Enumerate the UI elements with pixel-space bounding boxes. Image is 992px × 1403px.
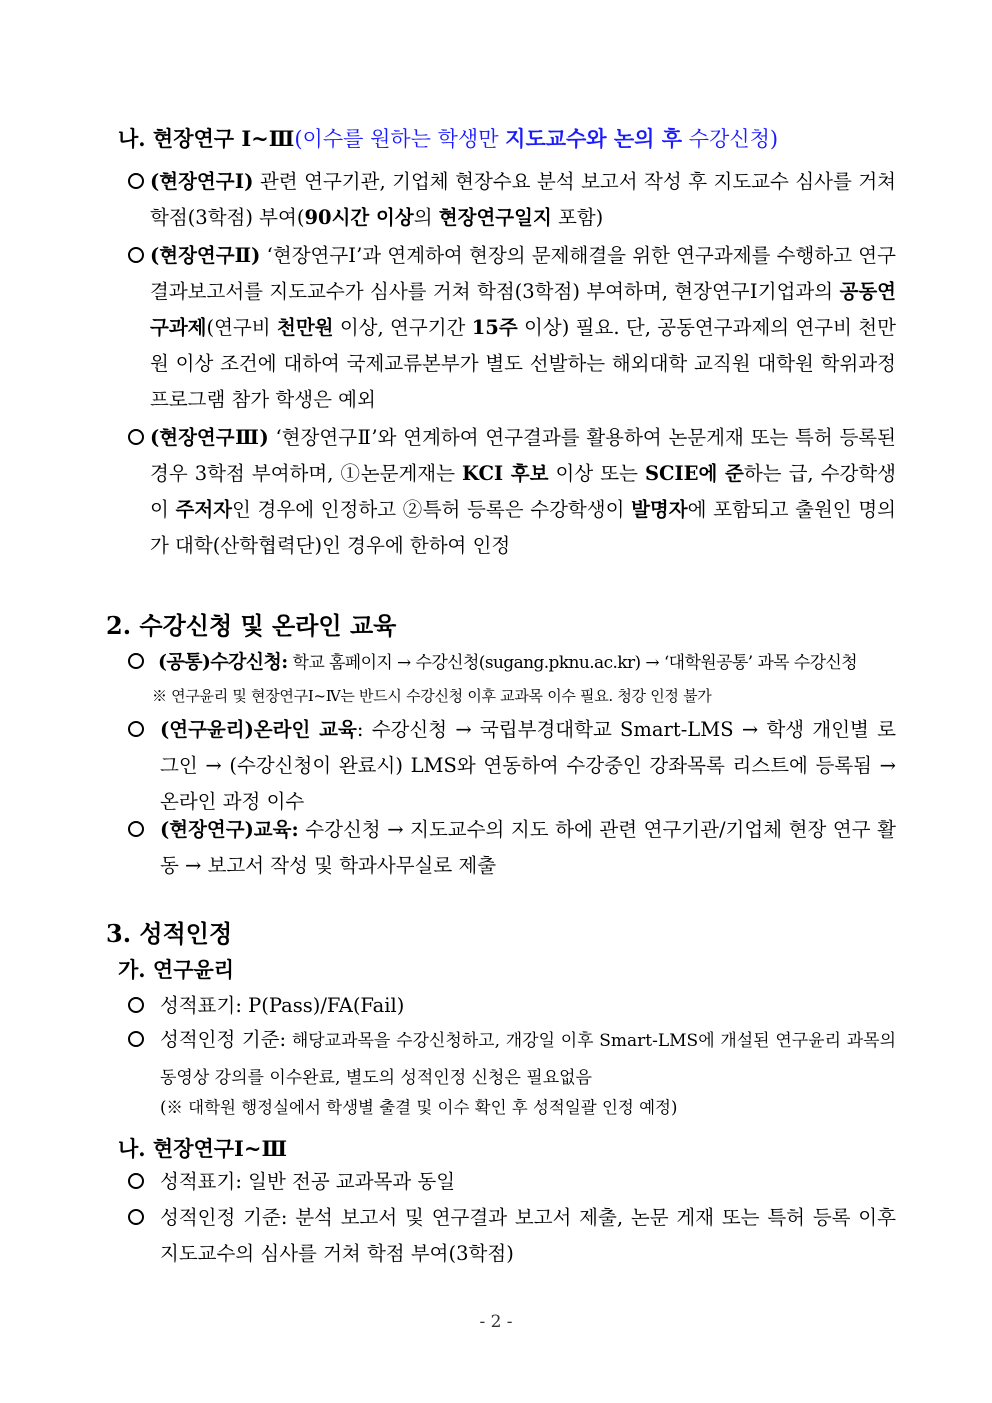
- section-2-heading: 2. 수강신청 및 온라인 교육: [106, 611, 397, 640]
- registration-note: ※ 연구윤리 및 현장연구Ⅰ~Ⅳ는 반드시 수강신청 이후 교과목 이수 필요. 청강 인정 불가: [152, 687, 712, 705]
- field-research-grade-subheading: 나. 현장연구Ⅰ~Ⅲ: [118, 1136, 288, 1161]
- grade-criteria-item: 성적인정 기준: 해당교과목을 수강신청하고, 개강일 이후 Smart-LMS에 개설된 연구윤리 과목의 동영상 강의를 이수완료, 별도의 성적인정 신청은 필요없음: [160, 1022, 896, 1096]
- common-registration-item: (공통)수강신청: 학교 홈페이지 → 수강신청(sugang.pknu.ac.kr) → ‘대학원공통’ 과목 수강신청: [158, 644, 898, 681]
- circle-bullet-icon: [128, 429, 144, 445]
- field-research-heading: [118, 123, 778, 153]
- circle-bullet-icon: [128, 173, 144, 189]
- circle-bullet-icon: [128, 1209, 144, 1225]
- circle-bullet-icon: [128, 1173, 144, 1189]
- field-research-3-item: (현장연구Ⅲ) ‘현장연구Ⅱ’와 연계하여 연구결과를 활용하여 논문게재 또는 특허 등록된 경우 3학점 부여하며, ①논문게재는 KCI 후보 이상 또는 SCIE에 준하는 급, 수강학생이 주저자인 경우에 인정하고 ②특허 등록은 수강학생이 발명자에 포함되고 출원인 명의가 대학(산학협력단)인 경우에 한하여 인정: [150, 420, 896, 564]
- field-research-heading-prefix: 나. 현장연구 Ⅰ~Ⅲ: [118, 126, 295, 151]
- field-research-1-item: (현장연구Ⅰ) 관련 연구기관, 기업체 현장수요 분석 보고서 작성 후 지도교수 심사를 거쳐 학점(3학점) 부여(90시간 이상의 현장연구일지 포함): [150, 164, 896, 236]
- research-ethics-subheading: 가. 연구윤리: [118, 957, 235, 982]
- ethics-online-item: (연구윤리)온라인 교육: 수강신청 → 국립부경대학교 Smart-LMS → 학생 개인별 로그인 → (수강신청이 완료시) LMS와 연동하여 수강중인 강좌목록 리스트에 등록됨 → 온라인 과정 이수: [160, 712, 896, 820]
- circle-bullet-icon: [128, 821, 144, 837]
- grade-criteria-note: (※ 대학원 행정실에서 학생별 출결 및 이수 확인 후 성적일괄 인정 예정): [160, 1098, 678, 1117]
- circle-bullet-icon: [128, 247, 144, 263]
- circle-bullet-icon: [128, 997, 144, 1013]
- circle-bullet-icon: [128, 653, 144, 669]
- section-3-heading: 3. 성적인정: [106, 919, 233, 948]
- field-grade-notation-item: 성적표기: 일반 전공 교과목과 동일: [160, 1164, 896, 1200]
- circle-bullet-icon: [128, 721, 144, 737]
- grade-notation-item: 성적표기: P(Pass)/FA(Fail): [160, 988, 896, 1024]
- page-number: - 2 -: [479, 1312, 513, 1332]
- field-research-2-item: (현장연구Ⅱ) ‘현장연구Ⅰ’과 연계하여 현장의 문제해결을 위한 연구과제를 수행하고 연구결과보고서를 지도교수가 심사를 거쳐 학점(3학점) 부여하며, 현장연구Ⅰ기업과의 공동연구과제(연구비 천만원 이상, 연구기간 15주 이상) 필요. 단, 공동연구과제의 연구비 천만원 이상 조건에 대하여 국제교류본부가 별도 선발하는 해외대학 교직원 대학원 학위과정 프로그램 참가 학생은 예외: [150, 238, 896, 418]
- field-grade-criteria-item: 성적인정 기준: 분석 보고서 및 연구결과 보고서 제출, 논문 게재 또는 특허 등록 이후 지도교수의 심사를 거쳐 학점 부여(3학점): [160, 1200, 896, 1272]
- field-research-heading-note: (이수를 원하는 학생만 지도교수와 논의 후 수강신청): [294, 126, 779, 151]
- field-education-item: (현장연구)교육: 수강신청 → 지도교수의 지도 하에 관련 연구기관/기업체 현장 연구 활동 → 보고서 작성 및 학과사무실로 제출: [160, 812, 896, 884]
- circle-bullet-icon: [128, 1031, 144, 1047]
